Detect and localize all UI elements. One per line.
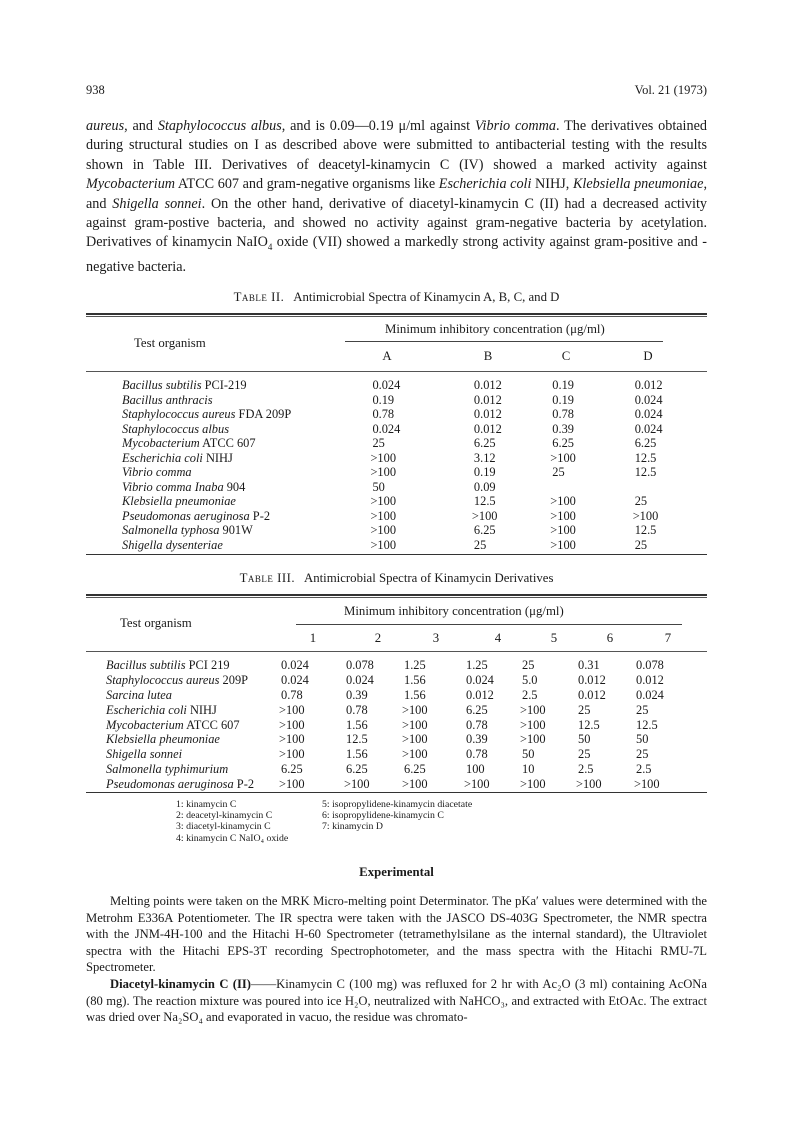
legend-entry: 6: isopropylidene-kinamycin C: [322, 810, 444, 822]
mic-value: 25: [552, 465, 565, 480]
legend-entry: 7: kinamycin D: [322, 821, 383, 833]
organism-name: Vibrio comma Inaba: [122, 479, 224, 494]
mic-value-cell: [370, 508, 485, 524]
mic-value: 0.78: [466, 717, 488, 732]
table2-caption: [0, 290, 793, 305]
mic-value: 6.25: [281, 761, 303, 776]
mic-value-cell: [473, 479, 564, 495]
mic-value: >100: [370, 508, 397, 523]
table3: [86, 658, 708, 791]
table3-caption: [0, 571, 793, 586]
mic-value: 0.012: [473, 421, 502, 436]
intro-segment: Mycobacterium: [86, 176, 176, 193]
mic-value-cell: [372, 392, 485, 408]
table3-column-header: 2: [374, 631, 382, 645]
mic-value: >100: [279, 776, 305, 791]
organism-name: Sarcina lutea: [106, 687, 172, 702]
intro-segment: oxide (VII) showed a markedly strong activity against gram-positive and -negative bacteria.: [86, 234, 707, 275]
mic-value: >100: [370, 450, 397, 465]
legend-entry: 4: kinamycin C NaIO₄ oxide: [176, 832, 289, 844]
organism-name: Klebsiella pheumoniae: [106, 732, 220, 747]
mic-value-cell: [634, 465, 707, 480]
mic-value: >100: [520, 702, 546, 717]
mic-value-cell: [636, 702, 708, 717]
table3-label: Table III.: [239, 571, 296, 585]
mic-value: 50: [578, 732, 591, 747]
mic-value: 0.078: [636, 658, 664, 673]
experimental-paragraph-2: [86, 976, 707, 1026]
intro-segment: . On the other hand, derivative of diacetyl-kinamycin C (II) had a decreased activity against gram-postive bacteria, and showed no activity against gram-negative bacteria by acetylation. Derivatives of kinamycin NaIO: [86, 195, 707, 251]
intro-segment: aureus: [86, 118, 125, 134]
table3-bottom-rule: [86, 792, 707, 793]
strain-label: 901W: [219, 523, 253, 538]
mic-value: >100: [279, 702, 305, 717]
organism-name: Staphylococcus aureus: [106, 673, 220, 688]
table-row: [86, 422, 707, 437]
mic-value: >100: [402, 776, 428, 791]
mic-value-cell: [634, 407, 707, 422]
table-row: [86, 747, 708, 762]
mic-value: >100: [634, 776, 660, 791]
table3-legend-left: [176, 799, 288, 844]
table2-column-header: C: [561, 349, 571, 363]
table3-top-rule-2: [86, 597, 707, 598]
mic-value: >100: [471, 508, 498, 523]
organism-cell: [86, 538, 384, 553]
mic-value: 0.024: [466, 673, 494, 688]
organism-cell: [86, 378, 384, 393]
mic-value: 0.012: [473, 407, 502, 422]
table-row: [86, 776, 708, 791]
mic-value: 25: [634, 494, 648, 509]
mic-value: 0.19: [552, 378, 574, 393]
mic-value: >100: [402, 717, 428, 732]
mic-value-cell: [636, 732, 708, 747]
experimental-section: [86, 893, 707, 1026]
table-row: [86, 494, 707, 509]
mic-value: 0.19: [372, 392, 395, 407]
mic-value: >100: [279, 732, 305, 747]
mic-value: >100: [550, 450, 576, 465]
mic-value: 100: [466, 761, 485, 776]
intro-segment: Escherichia coli: [438, 176, 532, 193]
table-row: [86, 378, 707, 393]
organism-name: Salmonella typhimurium: [106, 761, 229, 776]
mic-value: 50: [372, 479, 385, 494]
organism-name: Vibrio comma: [122, 465, 192, 480]
organism-name: Shigella sonnei: [106, 747, 183, 762]
table2-top-rule-2: [86, 316, 707, 317]
mic-value: 6.25: [552, 436, 574, 451]
mic-value: 6.25: [466, 702, 488, 717]
mic-value: 1.25: [404, 658, 426, 673]
table-row: [86, 451, 707, 466]
mic-value: 25: [522, 658, 535, 673]
intro-segment: , and: [124, 118, 158, 134]
table-row: [86, 407, 707, 422]
mic-value-cell: [634, 776, 708, 791]
mic-value: 0.078: [346, 658, 374, 673]
strain-label: PCI 219: [185, 658, 230, 673]
mic-value: >100: [370, 494, 397, 509]
intro-segment: NIHJ,: [531, 176, 573, 193]
mic-value: 0.024: [281, 673, 309, 688]
organism-name: Bacillus subtilis: [122, 378, 202, 393]
mic-value-cell: [636, 717, 708, 732]
mic-value: 0.78: [281, 687, 303, 702]
organism-cell: [86, 732, 293, 747]
organism-cell: [86, 688, 293, 703]
legend-entry: 5: isopropylidene-kinamycin diacetate: [322, 799, 473, 810]
mic-value: 1.56: [346, 747, 368, 762]
mic-value-cell: [636, 761, 708, 777]
mic-value-cell: [634, 450, 707, 466]
legend-entry: 1: kinamycin C: [176, 799, 237, 810]
mic-value: >100: [520, 732, 546, 747]
table2-row-header: Test organism: [134, 336, 206, 350]
mic-value: 0.78: [346, 702, 368, 717]
organism-cell: [86, 393, 384, 408]
intro-segment: Vibrio comma: [474, 118, 556, 134]
mic-value: >100: [550, 508, 576, 523]
mic-value: 12.5: [473, 494, 496, 509]
mic-value: 2.5: [522, 687, 538, 702]
mic-value: 0.19: [552, 392, 574, 407]
table2-group-header: Minimum inhibitory concentration (μg/ml): [385, 322, 605, 336]
mic-value-cell: [636, 747, 708, 762]
table-row: [86, 732, 708, 747]
organism-cell: [86, 436, 384, 451]
mic-value: >100: [520, 776, 546, 791]
mic-value: 6.25: [473, 436, 496, 451]
mic-value: 0.012: [578, 687, 606, 702]
mic-value: 0.012: [636, 673, 664, 688]
organism-cell: [86, 509, 384, 524]
organism-cell: [86, 465, 384, 480]
table-row: [86, 673, 708, 688]
strain-label: FDA 209P: [235, 407, 292, 422]
strain-label: ATCC 607: [199, 436, 256, 451]
mic-value-cell: [634, 392, 707, 408]
mic-value: 0.024: [634, 392, 663, 407]
mic-value: 0.78: [372, 407, 395, 422]
mic-value: 0.012: [634, 378, 663, 393]
organism-cell: [86, 480, 384, 495]
organism-cell: [86, 702, 293, 717]
table3-column-header: 7: [664, 631, 672, 645]
experimental-paragraph-1: Melting points were taken on the MRK Micro-melting point Determinator. The pKa′ values were determined with the Metrohm E336A Potentiometer. The IR spectra were taken with the JASCO DS-403G Spectrometer, the NMR spectra with the JNM-4H-100 and the Hitachi H-60 Spectrometer (tetramethylsilane as the internal standard), the Ultraviolet spectra with the Hitachi EPS-3T recording Spectrophotometer, and the mass spectra with the Hitachi RMU-7L Spectrometer.: [86, 894, 707, 975]
mic-value: 12.5: [634, 465, 657, 480]
organism-name: Escherichia coli: [122, 450, 203, 465]
intro-segment: . The derivatives obtained during structural studies on I as described above were submitted to antibacterial testing with the results shown in Table III. Derivatives of deacetyl-kinamycin C (IV) showed a marked activity against: [86, 118, 707, 173]
mic-value-cell: [634, 537, 707, 553]
mic-value: >100: [370, 537, 397, 552]
mic-value: 12.5: [578, 717, 600, 732]
mic-value: 12.5: [634, 523, 657, 538]
mic-value: >100: [402, 732, 428, 747]
strain-label: PCI-219: [201, 378, 247, 393]
mic-value: >100: [464, 776, 490, 791]
mic-value: 1.56: [404, 687, 426, 702]
intro-segment: , and is 0.09—0.19 μ/ml against: [281, 118, 475, 134]
table-row: [86, 538, 707, 553]
table2-column-header: A: [382, 349, 392, 363]
mic-value: >100: [576, 776, 602, 791]
page-number: 938: [86, 83, 105, 97]
mic-value: 1.56: [346, 717, 368, 732]
strain-label: 209P: [219, 673, 249, 688]
mic-value-cell: [372, 421, 485, 437]
table2-column-header: B: [483, 349, 493, 363]
mic-value: >100: [370, 523, 397, 538]
strain-label: NIHJ: [202, 450, 233, 465]
mic-value: 5.0: [522, 673, 538, 688]
table2-header-brace: [345, 341, 663, 342]
mic-value-cell: [634, 436, 707, 451]
organism-cell: [86, 451, 384, 466]
mic-value: >100: [344, 776, 370, 791]
mic-value: 0.012: [466, 687, 494, 702]
mic-value: >100: [550, 537, 576, 552]
strain-label: NIHJ: [186, 702, 217, 717]
mic-value: 50: [636, 732, 649, 747]
table2: [86, 378, 707, 552]
table2-top-rule: [86, 313, 707, 315]
table3-legend-right: [322, 799, 472, 833]
mic-value-cell: [370, 523, 485, 538]
mic-value: 50: [522, 747, 535, 762]
mic-value: >100: [279, 717, 305, 732]
intro-segment: , and: [86, 176, 707, 212]
mic-value: >100: [402, 747, 428, 762]
mic-value-cell: [636, 687, 708, 703]
mic-value: 0.024: [634, 421, 663, 436]
mic-value: >100: [520, 717, 546, 732]
table3-row-header: Test organism: [120, 616, 192, 630]
table3-column-header: 1: [309, 631, 317, 645]
mic-value: 0.024: [636, 687, 664, 702]
mic-value: 0.19: [473, 465, 496, 480]
mic-value: 1.56: [404, 673, 426, 688]
mic-value: 0.024: [634, 407, 663, 422]
mic-value-cell: [632, 508, 707, 524]
strain-label: P-2: [249, 508, 271, 523]
table-row: [86, 480, 707, 495]
organism-name: Shigella dysenteriae: [122, 537, 223, 552]
mic-value: 6.25: [473, 523, 496, 538]
mic-value-cell: [634, 494, 707, 509]
mic-value-cell: [370, 537, 485, 553]
intro-segment: Shigella sonnei: [112, 195, 202, 212]
mic-value-cell: [372, 436, 485, 451]
mic-value: 25: [578, 747, 591, 762]
legend-entry: 3: diacetyl-kinamycin C: [176, 821, 271, 833]
organism-name: Mycobacterium: [122, 436, 200, 451]
mic-value: 0.024: [346, 673, 374, 688]
mic-value: 12.5: [346, 732, 368, 747]
table-row: [86, 717, 708, 732]
mic-value: 0.024: [281, 658, 309, 673]
mic-value: >100: [550, 494, 576, 509]
table-row: [86, 762, 708, 777]
mic-value-cell: [634, 523, 707, 538]
mic-value-cell: [370, 494, 485, 509]
mic-value: 0.31: [578, 658, 600, 673]
table3-header-brace: [296, 624, 682, 625]
table3-column-header: 6: [606, 631, 614, 645]
mic-value: 0.012: [578, 673, 606, 688]
mic-value: >100: [402, 702, 428, 717]
organism-name: Bacillus anthracis: [122, 392, 213, 407]
mic-value: 25: [473, 537, 487, 552]
mic-value: 25: [636, 702, 649, 717]
strain-label: ATCC 607: [183, 717, 240, 732]
organism-name: Klebsiella pneumoniae: [122, 494, 236, 509]
mic-value: 25: [578, 702, 591, 717]
table-row: [86, 436, 707, 451]
mic-value: 0.78: [466, 747, 488, 762]
organism-name: Pseudomonas aeruginosa: [106, 776, 234, 791]
mic-value: 0.78: [552, 407, 574, 422]
mic-value: 0.024: [372, 421, 401, 436]
table3-title: Antimicrobial Spectra of Kinamycin Derivatives: [303, 571, 554, 585]
mic-value: 6.25: [346, 761, 368, 776]
table-row: [86, 509, 707, 524]
mic-value: 6.25: [404, 761, 426, 776]
mic-value-cell: [372, 378, 485, 393]
table3-column-header: 5: [550, 631, 558, 645]
mic-value: >100: [370, 465, 397, 480]
organism-cell: [86, 658, 293, 673]
organism-cell: [86, 717, 293, 732]
mic-value: 2.5: [578, 761, 594, 776]
mic-value: 12.5: [634, 450, 657, 465]
mic-value-cell: [634, 421, 707, 437]
mic-value: >100: [279, 747, 305, 762]
organism-cell: [86, 776, 293, 791]
organism-name: Pseudomonas aeruginosa: [122, 508, 250, 523]
organism-cell: [86, 422, 384, 437]
mic-value: 25: [634, 537, 648, 552]
strain-label: 904: [223, 479, 246, 494]
strain-label: P-2: [233, 776, 255, 791]
table2-column-header: D: [643, 349, 653, 363]
intro-segment: 4: [267, 242, 273, 253]
mic-value-cell: [636, 673, 708, 688]
organism-name: Staphylococcus aureus: [122, 407, 236, 422]
experimental-heading: Experimental: [359, 865, 434, 879]
table3-column-header: 3: [432, 631, 440, 645]
table-row: [86, 465, 707, 480]
table-row: [86, 393, 707, 408]
table3-top-rule: [86, 594, 707, 596]
legend-entry: 2: deacetyl-kinamycin C: [176, 810, 273, 822]
compound-heading: Diacetyl-kinamycin C (II): [110, 976, 251, 991]
mic-value-cell: [370, 465, 485, 480]
organism-name: Escherichia coli: [106, 702, 187, 717]
organism-name: Mycobacterium: [106, 717, 184, 732]
organism-name: Staphylococcus albus: [122, 421, 230, 436]
table3-group-header: Minimum inhibitory concentration (μg/ml): [344, 604, 564, 618]
mic-value: 0.012: [473, 378, 502, 393]
mic-value: 6.25: [634, 436, 657, 451]
mic-value-cell: [647, 480, 707, 495]
table3-column-header: 4: [494, 631, 502, 645]
mic-value: 25: [636, 747, 649, 762]
mic-value: >100: [632, 508, 659, 523]
table2-header-rule: [86, 371, 707, 372]
mic-value: 3.12: [473, 450, 496, 465]
mic-value-cell: [636, 658, 708, 673]
organism-name: Salmonella typhosa: [122, 523, 220, 538]
intro-segment: Klebsiella pneumoniae: [572, 176, 704, 193]
mic-value: 2.5: [636, 761, 652, 776]
volume-label: Vol. 21 (1973): [634, 83, 707, 97]
compound-procedure: ——Kinamycin C (100 mg) was refluxed for 2 hr with Ac₂O (3 ml) containing AcONa (80 mg). The reaction mixture was poured into ice H₂O, neutralized with NaHCO₃, and extracted with EtOAc. The extract was dried over Na₂SO₄ and evaporated in vacuo, the residue was chromato-: [86, 976, 707, 1025]
intro-segment: ATCC 607 and gram-negative organisms like: [175, 176, 439, 193]
mic-value: 1.25: [466, 658, 488, 673]
organism-name: Bacillus subtilis: [106, 658, 186, 673]
organism-cell: [86, 673, 293, 688]
organism-cell: [86, 407, 384, 422]
mic-value: 0.024: [372, 378, 401, 393]
table-row: [86, 658, 708, 673]
mic-value-cell: [564, 480, 646, 495]
mic-value: 0.39: [346, 687, 368, 702]
table-row: [86, 702, 708, 717]
mic-value: 10: [522, 761, 535, 776]
intro-segment: Staphylococcus albus: [157, 118, 282, 134]
mic-value-cell: [634, 378, 707, 393]
organism-cell: [86, 494, 384, 509]
table2-title: Antimicrobial Spectra of Kinamycin A, B, C, and D: [293, 290, 560, 304]
mic-value: >100: [550, 523, 576, 538]
mic-value: 12.5: [636, 717, 658, 732]
organism-cell: [86, 747, 293, 762]
mic-value: 0.012: [473, 392, 502, 407]
mic-value: 0.09: [473, 479, 496, 494]
mic-value-cell: [372, 407, 485, 422]
mic-value: 0.39: [552, 421, 574, 436]
table-row: [86, 688, 708, 703]
table-row: [86, 523, 707, 538]
table3-header-rule: [86, 651, 707, 652]
mic-value: 0.39: [466, 732, 488, 747]
intro-paragraph: [86, 117, 707, 277]
mic-value: 25: [372, 436, 385, 451]
table2-label: Table II.: [233, 290, 285, 304]
table2-bottom-rule: [86, 554, 707, 555]
organism-cell: [86, 762, 293, 777]
organism-cell: [86, 523, 384, 538]
